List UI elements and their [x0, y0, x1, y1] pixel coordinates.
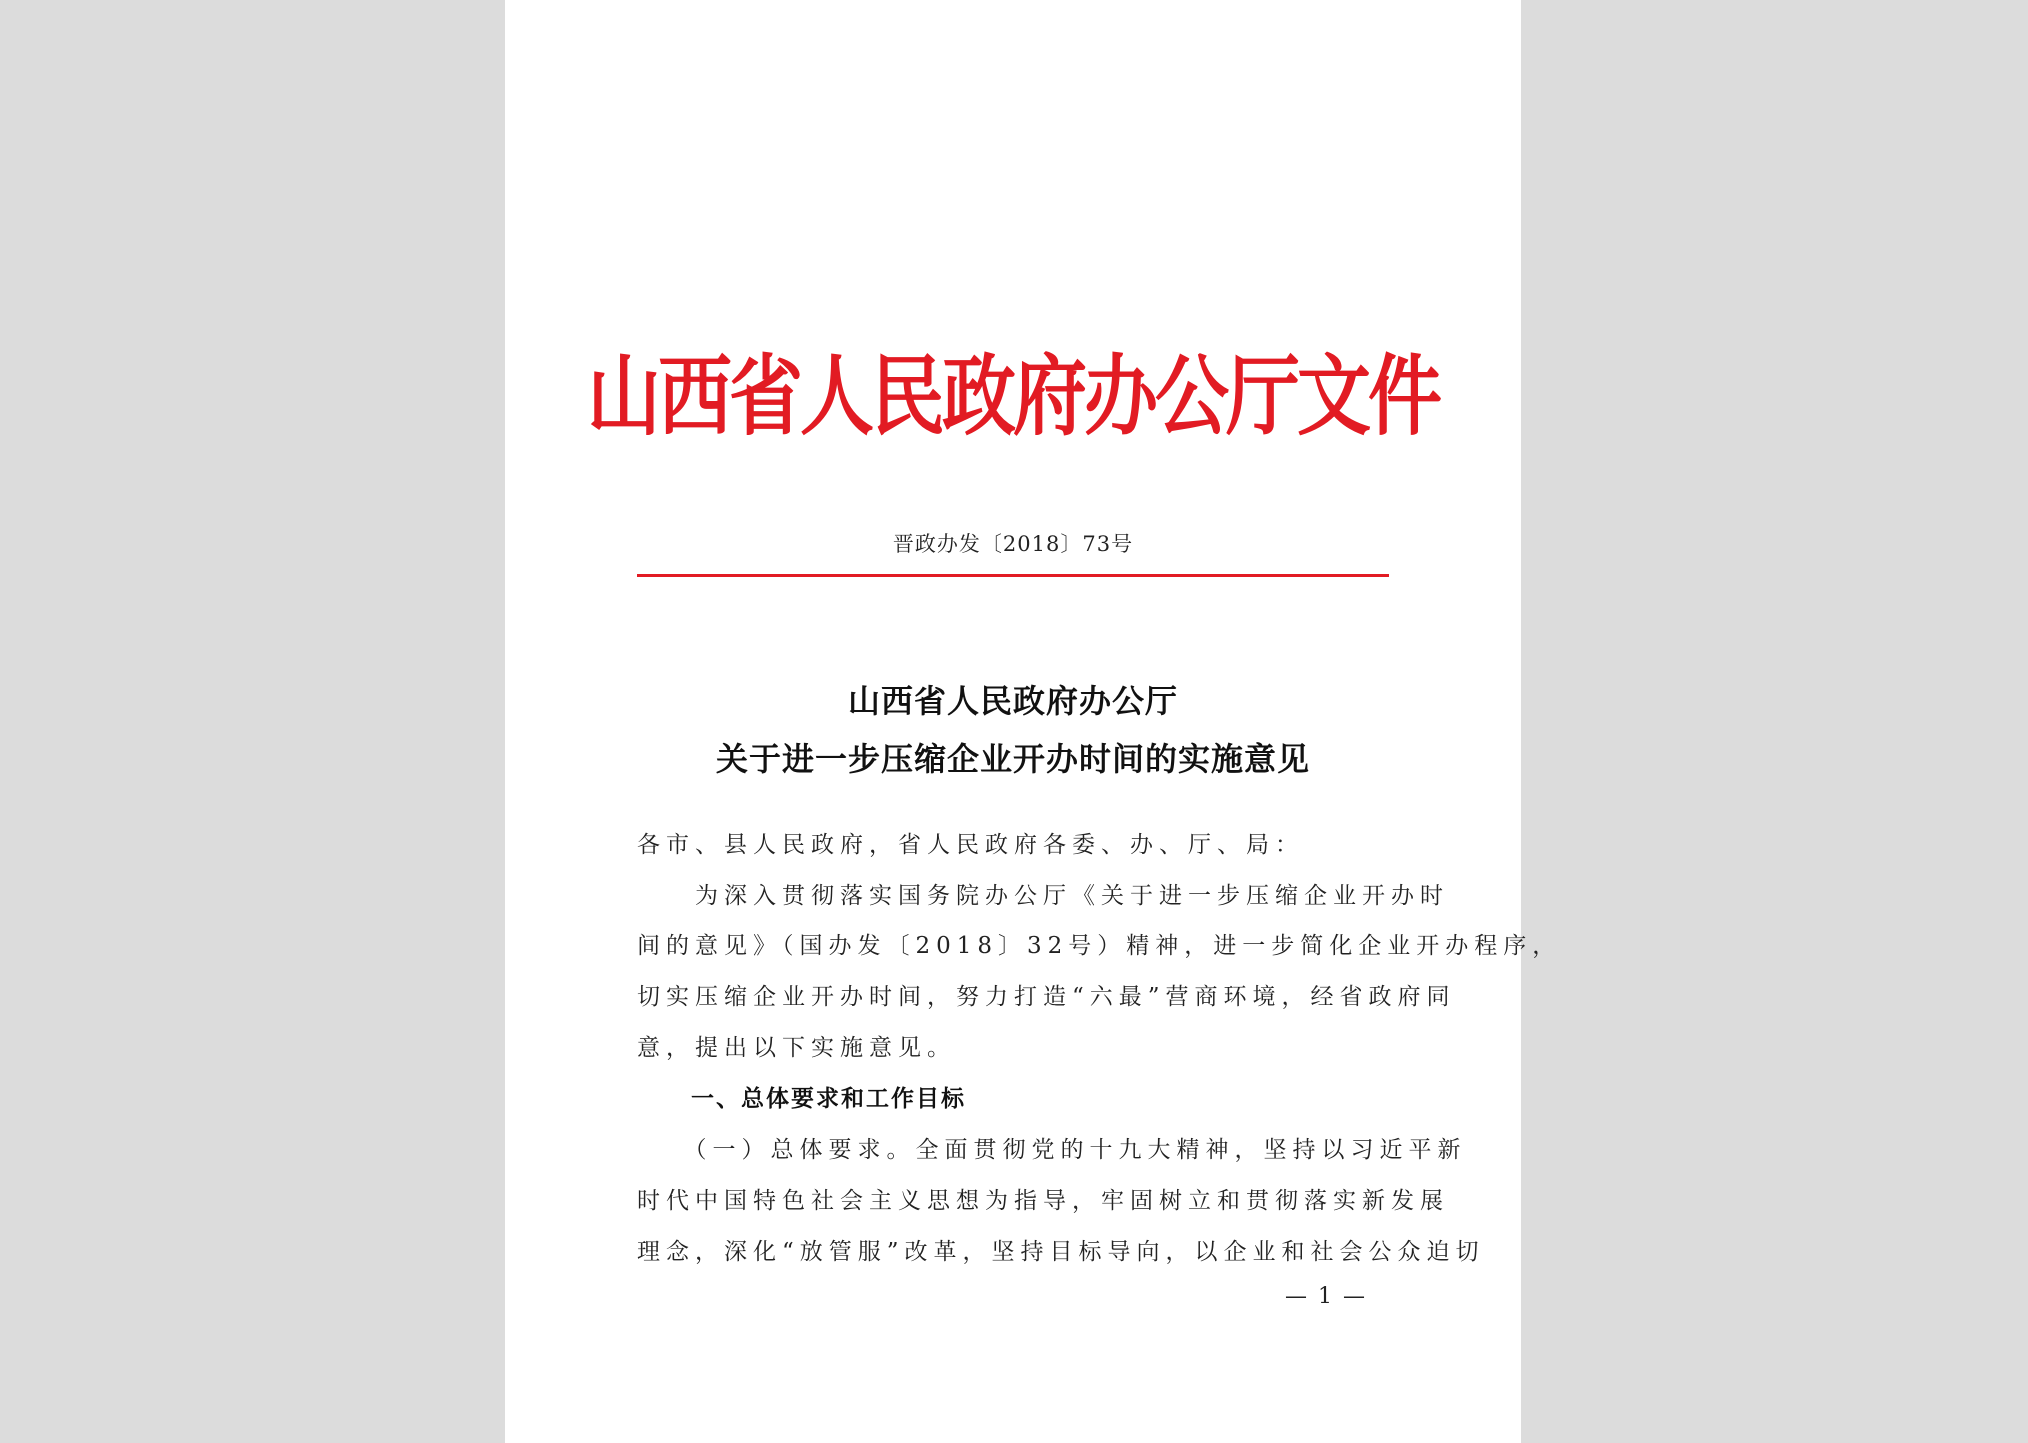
section-heading: 一、总体要求和工作目标	[691, 1086, 966, 1112]
document-title-line-1: 山西省人民政府办公厅	[847, 682, 1178, 720]
red-divider-line	[637, 574, 1389, 577]
page-number: — 1 —	[1285, 1284, 1367, 1309]
document-page	[505, 0, 1562, 1443]
intro-line: 意，提出以下实施意见。	[637, 1035, 956, 1061]
section-line: 理念，深化“放管服”改革，坚持目标导向，以企业和社会公众迫切	[637, 1239, 1485, 1265]
intro-line: 为深入贯彻落实国务院办公厅《关于进一步压缩企业开办时	[637, 883, 1449, 909]
section-line: 时代中国特色社会主义思想为指导，牢固树立和贯彻落实新发展	[637, 1188, 1449, 1214]
section-line: （一）总体要求。全面贯彻党的十九大精神，坚持以习近平新	[637, 1137, 1467, 1163]
intro-line: 切实压缩企业开办时间，努力打造“六最”营商环境，经省政府同	[637, 984, 1456, 1010]
document-title-line-2: 关于进一步压缩企业开办时间的实施意见	[715, 740, 1310, 778]
salutation: 各市、县人民政府，省人民政府各委、办、厅、局：	[637, 832, 1304, 858]
document-number: 晋政办发〔2018〕73号	[892, 532, 1134, 556]
intro-line: 间的意见》（国办发〔2018〕32号）精神，进一步简化企业开办程序，	[637, 933, 1562, 959]
document-header-title: 山西省人民政府办公厅文件	[587, 346, 1439, 448]
